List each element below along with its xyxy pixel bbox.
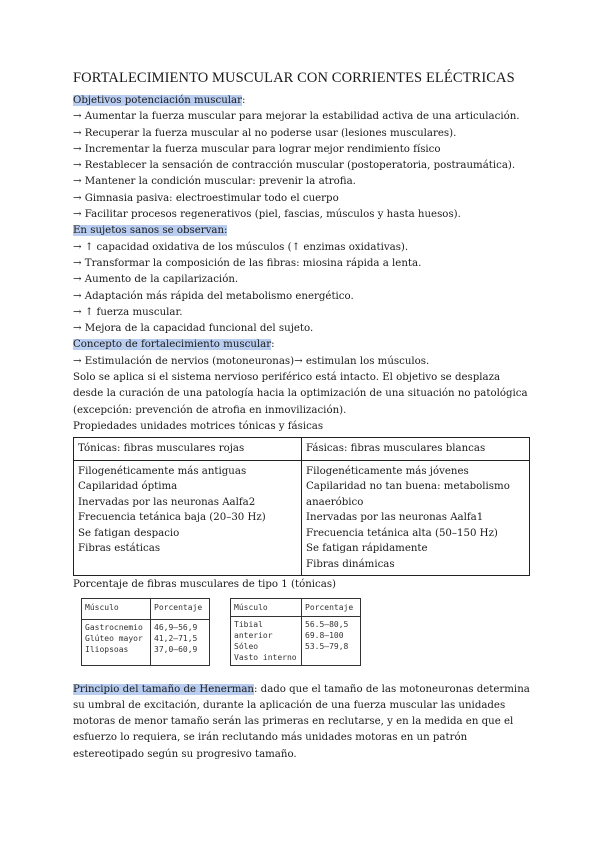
fibras-table-2 <box>230 598 361 666</box>
table-header: Músculo <box>82 598 151 620</box>
sanos-list <box>73 240 533 338</box>
table-cell-line: Frecuencia tetánica baja (20–30 Hz) <box>78 512 266 524</box>
porcentaje-caption: Porcentaje de fibras musculares de tipo 1 (tónicas) <box>73 579 337 591</box>
table-cell-line: Capilaridad no tan buena: metabolismo anaeróbico <box>306 481 510 508</box>
table-header: Músculo <box>231 598 302 616</box>
table-cell-line: Iliopsoas <box>85 645 129 655</box>
document-page <box>73 70 533 763</box>
table-cell-line: Se fatigan despacio <box>78 527 180 539</box>
table-cell-line: 53.5–79,8 <box>305 641 349 651</box>
propiedades-caption: Propiedades unidades motrices tónicas y fásicas <box>73 420 324 432</box>
table-cell-line: 46,9–56,9 <box>154 623 198 633</box>
table-cell-line: Inervadas por las neuronas Aalfa1 <box>306 512 484 524</box>
list-item: → Aumento de la capilarización. <box>73 274 239 286</box>
value-cell <box>151 620 210 665</box>
henerman-paragraph <box>73 682 533 763</box>
list-item: → Incrementar la fuerza muscular para lograr mejor rendimiento físico <box>73 143 441 155</box>
table-cell-line: Fibras dinámicas <box>306 558 395 570</box>
table-cell-line: 69.8–100 <box>305 630 344 640</box>
fasicas-cell <box>302 460 530 576</box>
table-cell-line: Gastrocnemio <box>85 623 143 633</box>
table-cell-line: Frecuencia tetánica alta (50–150 Hz) <box>306 527 498 539</box>
objetivos-heading: Objetivos potenciación muscular <box>73 95 242 106</box>
henerman-heading: Principio del tamaño de Henerman <box>73 683 254 695</box>
table-cell-line: Se fatigan rápidamente <box>306 543 428 555</box>
list-item: → Transformar la composición de las fibras: miosina rápida a lenta. <box>73 257 422 269</box>
concepto-paragraph: Solo se aplica si el sistema nervioso periférico está intacto. El objetivo se desplaza desde la curación de una patología hacia la optimización de una situación no patológica (excepción: prevención de atrofia en inmovilización). <box>73 372 528 416</box>
list-item: → Restablecer la sensación de contracción muscular (postoperatoria, postraumática). <box>73 160 516 172</box>
porcentaje-tables <box>81 598 533 666</box>
concepto-line: → Estimulación de nervios (motoneuronas)→ estimulan los músculos. <box>73 355 430 367</box>
propiedades-table <box>73 437 530 576</box>
tonicas-header: Tónicas: fibras musculares rojas <box>74 438 302 461</box>
list-item: → ↑ capacidad oxidativa de los músculos (↑ enzimas oxidativas). <box>73 241 409 253</box>
list-item: → ↑ fuerza muscular. <box>73 306 183 318</box>
henerman-text: : dado que el tamaño de las motoneuronas determina su umbral de excitación, durante la aplicación de una fuerza muscular las unidades motoras de menor tamaño serán las primeras en reclutarse, y en la medida en que el esfuerzo lo requiera, se irán reclutando más unidades motoras en un patrón estereotipado según su progresivo tamaño. <box>73 683 530 760</box>
page-title: FORTALECIMIENTO MUSCULAR CON CORRIENTES ELÉCTRICAS <box>73 70 515 86</box>
table-cell-line: Tibial anterior <box>234 619 273 640</box>
table-header: Porcentaje <box>151 598 210 620</box>
list-item: → Recuperar la fuerza muscular al no poderse usar (lesiones musculares). <box>73 127 457 139</box>
list-item: → Facilitar procesos regenerativos (piel, fascias, músculos y hasta huesos). <box>73 209 461 221</box>
table-cell-line: Fibras estáticas <box>78 543 161 555</box>
list-item: → Mejora de la capacidad funcional del sujeto. <box>73 323 314 335</box>
list-item: → Aumentar la fuerza muscular para mejorar la estabilidad activa de una articulación. <box>73 111 520 123</box>
list-item: → Adaptación más rápida del metabolismo energético. <box>73 290 354 302</box>
table-cell-line: Glúteo mayor <box>85 634 143 644</box>
concepto-heading: Concepto de fortalecimiento muscular <box>73 339 272 351</box>
sanos-heading-line <box>73 223 533 239</box>
table-header: Porcentaje <box>302 598 361 616</box>
table-cell-line: Filogenéticamente más antiguas <box>78 465 247 477</box>
concepto-heading-line: Concepto de fortalecimiento muscular: <box>73 339 275 351</box>
fasicas-header: Fásicas: fibras musculares blancas <box>302 438 530 461</box>
tonicas-cell <box>74 460 302 576</box>
list-item: → Mantener la condición muscular: prevenir la atrofia. <box>73 176 356 188</box>
table-cell-line: 56.5–80,5 <box>305 619 349 629</box>
muscle-cell <box>82 620 151 665</box>
table-cell-line: 41,2–71,5 <box>154 634 198 644</box>
objetivos-list <box>73 109 533 223</box>
value-cell <box>302 616 361 665</box>
table-cell-line: 37,0–60,9 <box>154 645 198 655</box>
table-cell-line: Filogenéticamente más jóvenes <box>306 465 469 477</box>
objetivos-heading-line: Objetivos potenciación muscular: <box>73 95 246 106</box>
table-cell-line: Sóleo <box>234 641 259 651</box>
table-cell-line: Vasto interno <box>234 652 297 662</box>
table-cell-line: Inervadas por las neuronas Aalfa2 <box>78 496 256 508</box>
muscle-cell <box>231 616 302 665</box>
list-item: → Gimnasia pasiva: electroestimular todo el cuerpo <box>73 192 339 204</box>
sanos-heading: En sujetos sanos se observan: <box>73 225 228 237</box>
fibras-table-1 <box>81 598 210 666</box>
table-cell-line: Capilaridad óptima <box>78 481 178 493</box>
